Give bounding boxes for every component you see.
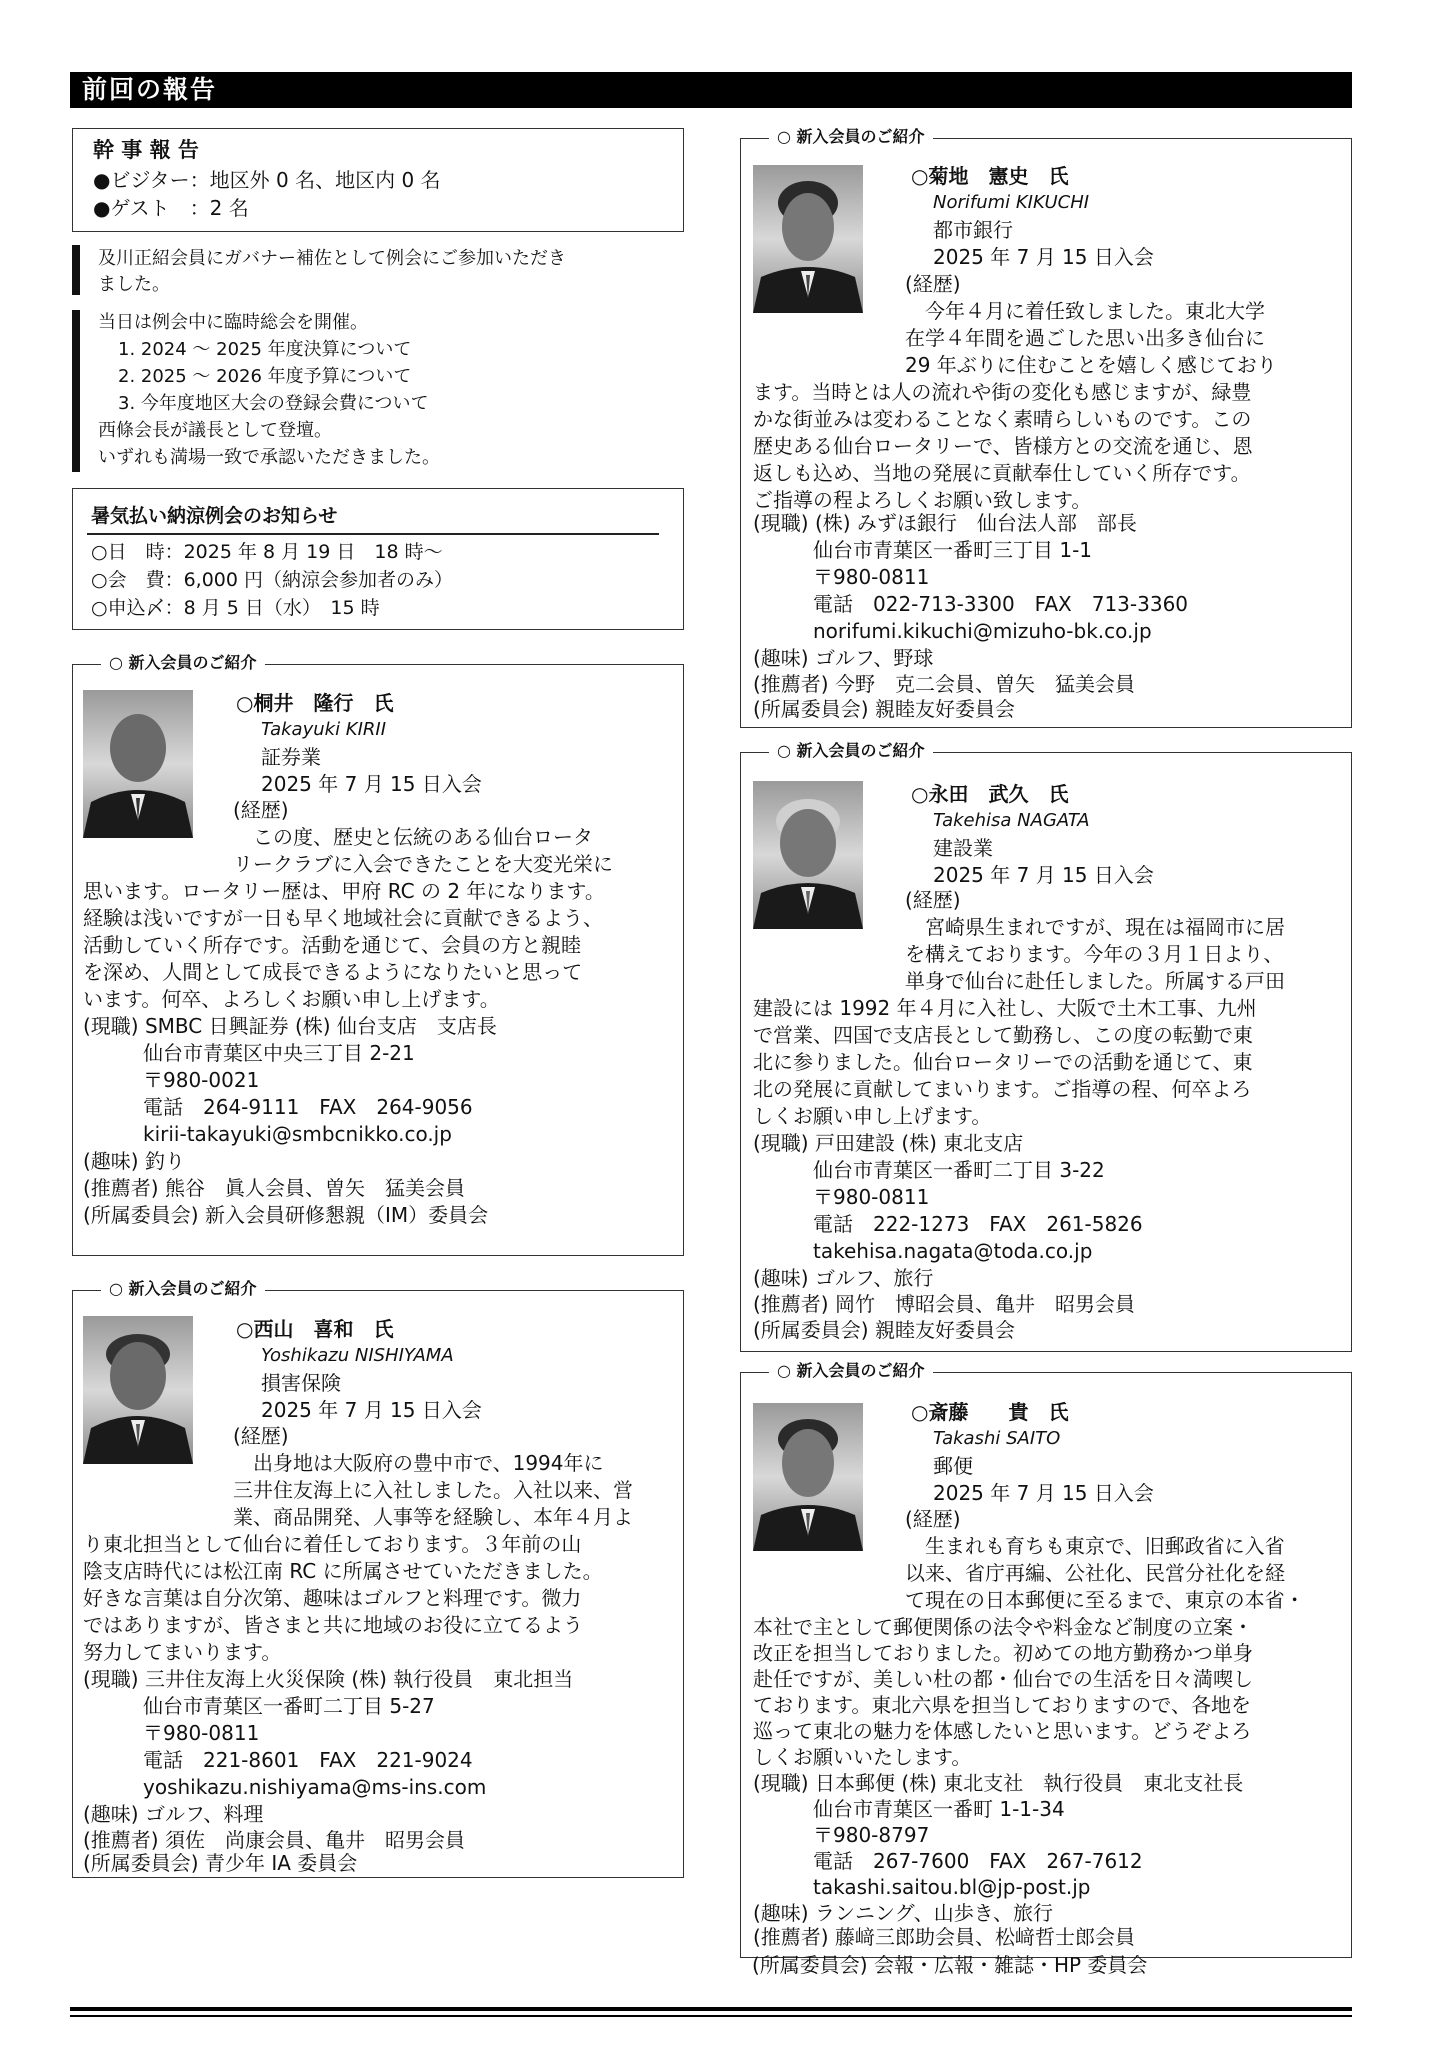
note-line: 及川正紹会員にガバナー補佐として例会にご参加いただき bbox=[98, 248, 566, 269]
member-romaji: Takayuki KIRII bbox=[261, 719, 387, 740]
member-card-title: ○ 新入会員のご紹介 bbox=[769, 741, 933, 761]
member-info-line: (趣味) ゴルフ、旅行 bbox=[753, 1266, 934, 1290]
member-info-line: (所属委員会) 親睦友好委員会 bbox=[753, 1318, 1015, 1342]
note-line: 3. 今年度地区大会の登録会費について bbox=[118, 393, 429, 414]
member-bio-line: 北に参りました。仙台ロータリーでの活動を通じて、東 bbox=[753, 1050, 1253, 1074]
member-info-line: (趣味) 釣り bbox=[83, 1149, 185, 1173]
member-card bbox=[740, 1361, 1352, 1958]
member-bio-line: 建設には 1992 年４月に入社し、大阪で土木工事、九州 bbox=[753, 996, 1257, 1020]
member-bio-line: 29 年ぶりに住むことを嬉しく感じており bbox=[905, 353, 1277, 377]
member-info-line: 電話 221-8601 FAX 221-9024 bbox=[83, 1748, 473, 1772]
member-bio-line: 努力してまいります。 bbox=[83, 1640, 282, 1664]
note-bar bbox=[72, 310, 80, 472]
member-career-label: (経歴) bbox=[905, 1507, 961, 1531]
member-bio-line: 歴史ある仙台ロータリーで、皆様方との交流を通じ、恩 bbox=[753, 434, 1253, 458]
member-bio-line: 本社で主として郵便関係の法令や料金など制度の立案・ bbox=[753, 1615, 1253, 1639]
member-card bbox=[740, 127, 1352, 728]
note-bar bbox=[72, 245, 80, 295]
member-joined: 2025 年 7 月 15 日入会 bbox=[261, 772, 482, 796]
member-info-line: 仙台市青葉区一番町 1-1-34 bbox=[753, 1797, 1065, 1821]
member-info-line: (推薦者) 今野 克二会員、曽矢 猛美会員 bbox=[753, 672, 1135, 696]
note-line: ました。 bbox=[98, 274, 170, 295]
member-email: kirii-takayuki@smbcnikko.co.jp bbox=[83, 1122, 452, 1146]
footer-rule bbox=[70, 2007, 1352, 2011]
note-line: 2. 2025 ～ 2026 年度予算について bbox=[118, 366, 412, 387]
notice-box bbox=[72, 488, 684, 630]
member-info-line: (推薦者) 須佐 尚康会員、亀井 昭男会員 bbox=[83, 1828, 465, 1852]
secretary-line: ●ゲスト ：2 名 bbox=[93, 196, 249, 220]
member-bio-line: ではありますが、皆さまと共に地域のお役に立てるよう bbox=[83, 1613, 583, 1637]
member-card-title: ○ 新入会員のご紹介 bbox=[101, 653, 265, 673]
member-photo bbox=[83, 1316, 193, 1464]
member-bio-line: 活動していく所存です。活動を通じて、会員の方と親睦 bbox=[83, 933, 581, 957]
member-info-line: (推薦者) 熊谷 眞人会員、曽矢 猛美会員 bbox=[83, 1176, 465, 1200]
member-info-line: (推薦者) 藤﨑三郎助会員、松﨑哲士郎会員 bbox=[753, 1925, 1135, 1949]
member-bio-line: います。何卒、よろしくお願い申し上げます。 bbox=[83, 987, 500, 1011]
member-bio-line: 経験は浅いですが一日も早く地域社会に貢献できるよう、 bbox=[83, 906, 603, 930]
notice-line: ○日 時：2025 年 8 月 19 日 18 時～ bbox=[91, 541, 443, 563]
member-bio-line: ご指導の程よろしくお願い致します。 bbox=[753, 488, 1092, 512]
member-info-line: (所属委員会) 青少年 IA 委員会 bbox=[83, 1851, 358, 1875]
member-info-line: (現職) SMBC 日興証券 (株) 仙台支店 支店長 bbox=[83, 1014, 497, 1038]
member-info-line: (所属委員会) 会報・広報・雑誌・HP 委員会 bbox=[752, 1953, 1148, 1977]
member-info-line: 仙台市青葉区一番町二丁目 5-27 bbox=[83, 1694, 435, 1718]
member-bio-line: 今年４月に着任致しました。東北大学 bbox=[905, 299, 1265, 323]
member-industry: 損害保険 bbox=[261, 1371, 341, 1395]
section-header bbox=[70, 72, 1352, 108]
member-bio-line: て現在の日本郵便に至るまで、東京の本省・ bbox=[905, 1588, 1305, 1612]
note-line: 1. 2024 ～ 2025 年度決算について bbox=[118, 339, 412, 360]
member-industry: 郵便 bbox=[933, 1454, 973, 1478]
member-photo bbox=[753, 165, 863, 313]
member-bio-line: 北の発展に貢献してまいります。ご指導の程、何卒よろ bbox=[753, 1077, 1252, 1101]
member-info-line: (現職) 三井住友海上火災保険 (株) 執行役員 東北担当 bbox=[83, 1667, 574, 1691]
notice-title: 暑気払い納涼例会のお知らせ bbox=[91, 505, 338, 527]
member-career-label: (経歴) bbox=[905, 888, 961, 912]
member-industry: 証券業 bbox=[261, 745, 321, 769]
secretary-report-title: 幹 事 報 告 bbox=[93, 138, 199, 162]
member-info-line: (趣味) ゴルフ、野球 bbox=[753, 646, 934, 670]
member-info-line: 電話 267-7600 FAX 267-7612 bbox=[753, 1849, 1143, 1873]
member-bio-line: 好きな言葉は自分次第、趣味はゴルフと料理です。微力 bbox=[83, 1586, 582, 1610]
member-info-line: (現職) 日本郵便 (株) 東北支社 執行役員 東北支社長 bbox=[753, 1771, 1244, 1795]
member-bio-line: 以来、省庁再編、公社化、民営分社化を経 bbox=[905, 1561, 1285, 1585]
member-photo bbox=[753, 781, 863, 929]
member-info-line: 電話 264-9111 FAX 264-9056 bbox=[83, 1095, 473, 1119]
member-card bbox=[740, 741, 1352, 1352]
secretary-report-box bbox=[72, 128, 684, 232]
member-bio-line: 返しも込め、当地の発展に貢献奉仕していく所存です。 bbox=[753, 461, 1251, 485]
member-bio-line: を構えております。今年の３月１日より、 bbox=[905, 942, 1284, 966]
member-romaji: Yoshikazu NISHIYAMA bbox=[261, 1345, 454, 1366]
member-bio-line: 業、商品開発、人事等を経験し、本年４月よ bbox=[233, 1505, 633, 1529]
member-info-line: 〒980-0811 bbox=[83, 1721, 260, 1745]
member-joined: 2025 年 7 月 15 日入会 bbox=[933, 863, 1154, 887]
member-joined: 2025 年 7 月 15 日入会 bbox=[933, 245, 1154, 269]
member-info-line: (所属委員会) 新入会員研修懇親（IM）委員会 bbox=[83, 1203, 489, 1227]
member-email: takashi.saitou.bl@jp-post.jp bbox=[753, 1875, 1091, 1899]
member-industry: 建設業 bbox=[933, 836, 993, 860]
member-info-line: 〒980-8797 bbox=[753, 1823, 930, 1847]
notice-title-underline bbox=[87, 533, 659, 535]
member-romaji: Takehisa NAGATA bbox=[933, 810, 1090, 831]
member-bio-line: で営業、四国で支店長として勤務し、この度の転勤で東 bbox=[753, 1023, 1253, 1047]
member-name: ○西山 喜和 氏 bbox=[236, 1317, 394, 1341]
member-name: ○菊地 憲史 氏 bbox=[911, 164, 1069, 188]
member-info-line: 仙台市青葉区一番町三丁目 1-1 bbox=[753, 538, 1093, 562]
member-name: ○永田 武久 氏 bbox=[911, 782, 1069, 806]
member-card bbox=[72, 653, 684, 1256]
member-info-line: (所属委員会) 親睦友好委員会 bbox=[753, 697, 1015, 721]
member-info-line: 電話 222-1273 FAX 261-5826 bbox=[753, 1212, 1143, 1236]
note-line: 当日は例会中に臨時総会を開催。 bbox=[98, 312, 368, 333]
member-info-line: (趣味) ゴルフ、料理 bbox=[83, 1802, 264, 1826]
member-name: ○斎藤 貴 氏 bbox=[911, 1400, 1069, 1424]
notice-line: ○申込〆：8 月 5 日（水） 15 時 bbox=[91, 597, 380, 619]
member-info-line: (現職) 戸田建設 (株) 東北支店 bbox=[753, 1131, 1024, 1155]
member-bio-line: 生まれも育ちも東京で、旧郵政省に入省 bbox=[905, 1534, 1285, 1558]
member-bio-line: 思います。ロータリー歴は、甲府 RC の 2 年になります。 bbox=[83, 879, 605, 903]
member-industry: 都市銀行 bbox=[933, 218, 1013, 242]
member-info-line: (現職) (株) みずほ銀行 仙台法人部 部長 bbox=[753, 511, 1137, 535]
member-card bbox=[72, 1279, 684, 1878]
member-info-line: (趣味) ランニング、山歩き、旅行 bbox=[753, 1901, 1053, 1925]
member-bio-line: 出身地は大阪府の豊中市で、1994年に bbox=[233, 1451, 604, 1475]
member-joined: 2025 年 7 月 15 日入会 bbox=[933, 1481, 1154, 1505]
note-line: 西條会長が議長として登壇。 bbox=[98, 420, 332, 441]
member-career-label: (経歴) bbox=[233, 1424, 289, 1448]
member-bio-line: この度、歴史と伝統のある仙台ロータ bbox=[233, 825, 593, 849]
member-bio-line: リークラブに入会できたことを大変光栄に bbox=[233, 852, 613, 876]
member-bio-line: 三井住友海上に入社しました。入社以来、営 bbox=[233, 1478, 633, 1502]
member-joined: 2025 年 7 月 15 日入会 bbox=[261, 1398, 482, 1422]
member-email: norifumi.kikuchi@mizuho-bk.co.jp bbox=[753, 619, 1152, 643]
member-bio-line: を深め、人間として成長できるようになりたいと思って bbox=[83, 960, 583, 984]
member-bio-line: ます。当時とは人の流れや街の変化も感じますが、緑豊 bbox=[753, 380, 1252, 404]
member-email: takehisa.nagata@toda.co.jp bbox=[753, 1239, 1093, 1263]
member-email: yoshikazu.nishiyama@ms-ins.com bbox=[83, 1775, 487, 1799]
member-romaji: Norifumi KIKUCHI bbox=[933, 192, 1090, 213]
member-romaji: Takashi SAITO bbox=[933, 1428, 1061, 1449]
secretary-line: ●ビジター：地区外 0 名、地区内 0 名 bbox=[93, 168, 441, 192]
member-career-label: (経歴) bbox=[905, 272, 961, 296]
notice-line: ○会 費：6,000 円（納涼会参加者のみ） bbox=[91, 569, 454, 591]
member-bio-line: 赴任ですが、美しい杜の都・仙台での生活を日々満喫し bbox=[753, 1667, 1253, 1691]
member-card-title: ○ 新入会員のご紹介 bbox=[769, 1361, 933, 1381]
member-bio-line: ております。東北六県を担当しておりますので、各地を bbox=[753, 1693, 1251, 1717]
member-bio-line: 在学４年間を過ごした思い出多き仙台に bbox=[905, 326, 1265, 350]
member-bio-line: 単身で仙台に赴任しました。所属する戸田 bbox=[905, 969, 1285, 993]
member-photo bbox=[83, 690, 193, 838]
member-bio-line: 宮崎県生まれですが、現在は福岡市に居 bbox=[905, 915, 1285, 939]
footer-rule bbox=[70, 2015, 1352, 2017]
member-info-line: (推薦者) 岡竹 博昭会員、亀井 昭男会員 bbox=[753, 1292, 1135, 1316]
member-info-line: 仙台市青葉区中央三丁目 2-21 bbox=[83, 1041, 415, 1065]
note-line: いずれも満場一致で承認いただきました。 bbox=[98, 447, 440, 468]
member-info-line: 〒980-0811 bbox=[753, 1185, 930, 1209]
member-photo bbox=[753, 1403, 863, 1551]
member-bio-line: 巡って東北の魅力を体感したいと思います。どうぞよろ bbox=[753, 1719, 1252, 1743]
member-info-line: 〒980-0811 bbox=[753, 565, 930, 589]
member-bio-line: 陰支店時代には松江南 RC に所属させていただきました。 bbox=[83, 1559, 603, 1583]
member-bio-line: かな街並みは変わることなく素晴らしいものです。この bbox=[753, 407, 1252, 431]
member-card-title: ○ 新入会員のご紹介 bbox=[101, 1279, 265, 1299]
member-info-line: 仙台市青葉区一番町二丁目 3-22 bbox=[753, 1158, 1105, 1182]
section-header-title: 前回の報告 bbox=[82, 75, 218, 104]
member-career-label: (経歴) bbox=[233, 798, 289, 822]
member-bio-line: り東北担当として仙台に着任しております。３年前の山 bbox=[83, 1532, 582, 1556]
member-bio-line: しくお願いいたします。 bbox=[753, 1745, 972, 1769]
member-card-title: ○ 新入会員のご紹介 bbox=[769, 127, 933, 147]
member-info-line: 〒980-0021 bbox=[83, 1068, 260, 1092]
member-name: ○桐井 隆行 氏 bbox=[236, 691, 394, 715]
member-bio-line: 改正を担当しておりました。初めての地方勤務かつ単身 bbox=[753, 1641, 1253, 1665]
member-info-line: 電話 022-713-3300 FAX 713-3360 bbox=[753, 592, 1189, 616]
member-bio-line: しくお願い申し上げます。 bbox=[753, 1104, 992, 1128]
